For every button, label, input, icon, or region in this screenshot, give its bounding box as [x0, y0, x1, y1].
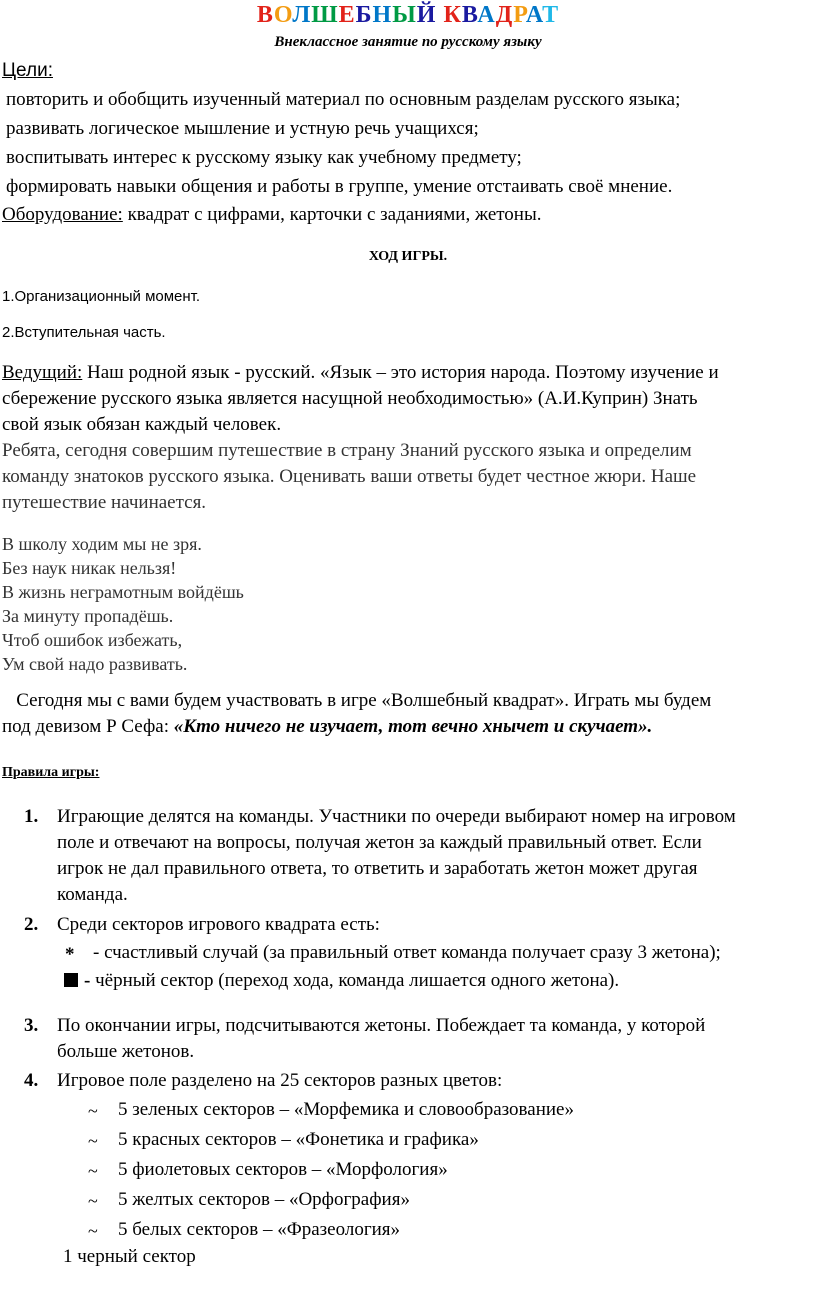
tilde-bullet: ~ [88, 1161, 98, 1181]
step-item: 1.Организационный момент. [2, 288, 201, 305]
rule-1-line: поле и отвечают на вопросы, получая жетон за каждый правильный ответ. Если [57, 832, 702, 853]
goal-item: формировать навыки общения и работы в группе, умение отстаивать своё мнение. [6, 176, 673, 197]
sector-item: 5 зеленых секторов – «Морфемика и словообразование» [118, 1099, 574, 1120]
black-sector-line: - чёрный сектор (переход хода, команда лишается одного жетона). [64, 970, 619, 992]
goal-item: воспитывать интерес к русскому языку как учебному предмету; [6, 147, 522, 168]
sector-item: 5 белых секторов – «Фразеология» [118, 1219, 401, 1240]
host-line-4: Ребята, сегодня совершим путешествие в страну Знаний русского языка и определим [2, 440, 692, 461]
title-letter: О [273, 2, 293, 28]
rule-4-text: Игровое поле разделено на 25 секторов разных цветов: [57, 1070, 503, 1091]
title-letter: Е [338, 2, 356, 28]
goals-label: Цели: [2, 60, 53, 81]
star-icon: * [65, 944, 75, 965]
host-label: Ведущий: [2, 362, 83, 383]
title-letter: Л [292, 2, 312, 28]
rule-3-line: По окончании игры, подсчитываются жетоны. Побеждает та команда, у которой [57, 1015, 706, 1036]
title-letter: Б [355, 2, 373, 28]
motto: «Кто ничего не изучает, тот вечно хнычет и скучает». [173, 716, 653, 737]
title-letter: В [461, 2, 478, 28]
rule-number: 2. [24, 914, 39, 935]
game-heading: ХОД ИГРЫ. [368, 249, 448, 264]
tilde-bullet: ~ [88, 1131, 98, 1151]
poem-line: Ум свой надо развивать. [2, 654, 188, 674]
rules-title: Правила игры: [2, 765, 100, 780]
tilde-bullet: ~ [88, 1221, 98, 1241]
host-line-2: сбережение русского языка является насущной необходимостью» (А.И.Куприн) Знать [2, 388, 698, 409]
rule-number: 4. [24, 1070, 39, 1091]
equipment-line [2, 200, 542, 229]
title-letter: Р [513, 2, 526, 28]
equipment-label: Оборудование: [2, 204, 123, 225]
title-letter: Т [542, 2, 560, 28]
poem-line: За минуту пропадёшь. [2, 606, 174, 626]
document-title [0, 2, 816, 29]
title-letter: Д [495, 2, 514, 28]
tilde-bullet: ~ [88, 1191, 98, 1211]
title-letter: В [256, 2, 274, 28]
rule-1-line: Играющие делятся на команды. Участники по очереди выбирают номер на игровом [57, 806, 736, 827]
rule-2-text: Среди секторов игрового квадрата есть: [57, 914, 380, 935]
rule-number: 1. [24, 806, 39, 827]
host-line-1: Ведущий: Наш родной язык - русский. «Язык – это история народа. Поэтому изучение и [2, 362, 719, 383]
host-line-5: команду знатоков русского языка. Оценивать ваши ответы будет честное жюри. Наше [2, 466, 697, 487]
goal-item: повторить и обобщить изученный материал по основным разделам русского языка; [6, 89, 681, 110]
title-letter: А [525, 2, 543, 28]
host-line-3: свой язык обязан каждый человек. [2, 414, 282, 435]
sector-item: 5 красных секторов – «Фонетика и графика» [118, 1129, 479, 1150]
title-letter: К [443, 2, 462, 28]
title-letter: Ы [392, 2, 417, 28]
equipment-text: квадрат с цифрами, карточки с заданиями, жетоны. [122, 204, 542, 225]
poem-line: В школу ходим мы не зря. [2, 534, 202, 554]
title-letter: Ш [311, 2, 339, 28]
title-letter: Й [416, 2, 437, 28]
black-sector-count: 1 черный сектор [63, 1246, 196, 1267]
tilde-bullet: ~ [88, 1101, 98, 1121]
sector-item: 5 желтых секторов – «Орфография» [118, 1189, 410, 1210]
poem-line: Без наук никак нельзя! [2, 558, 177, 578]
intro-line-1: Сегодня мы с вами будем участвовать в игре «Волшебный квадрат». Играть мы будем [2, 690, 712, 711]
document-subtitle: Внеклассное занятие по русскому языку [274, 34, 542, 50]
lucky-sector-text: - счастливый случай (за правильный ответ команда получает сразу 3 жетона); [93, 942, 721, 963]
rule-1-line: игрок не дал правильного ответа, то ответить и заработать жетон может другая [57, 858, 698, 879]
intro-line-2: под девизом Р Сефа: «Кто ничего не изучает, тот вечно хнычет и скучает». [2, 716, 653, 737]
host-line-6: путешествие начинается. [2, 492, 207, 513]
rule-3-line: больше жетонов. [57, 1041, 195, 1062]
rule-number: 3. [24, 1015, 39, 1036]
black-square-icon [64, 973, 78, 987]
poem-line: Чтоб ошибок избежать, [2, 630, 183, 650]
sector-item: 5 фиолетовых секторов – «Морфология» [118, 1159, 448, 1180]
goal-item: развивать логическое мышление и устную речь учащихся; [6, 118, 479, 139]
rule-1-line: команда. [57, 884, 128, 905]
title-letter: А [477, 2, 496, 28]
poem-line: В жизнь неграмотным войдёшь [2, 582, 244, 602]
title-letter: Н [372, 2, 393, 28]
step-item: 2.Вступительная часть. [2, 324, 166, 341]
